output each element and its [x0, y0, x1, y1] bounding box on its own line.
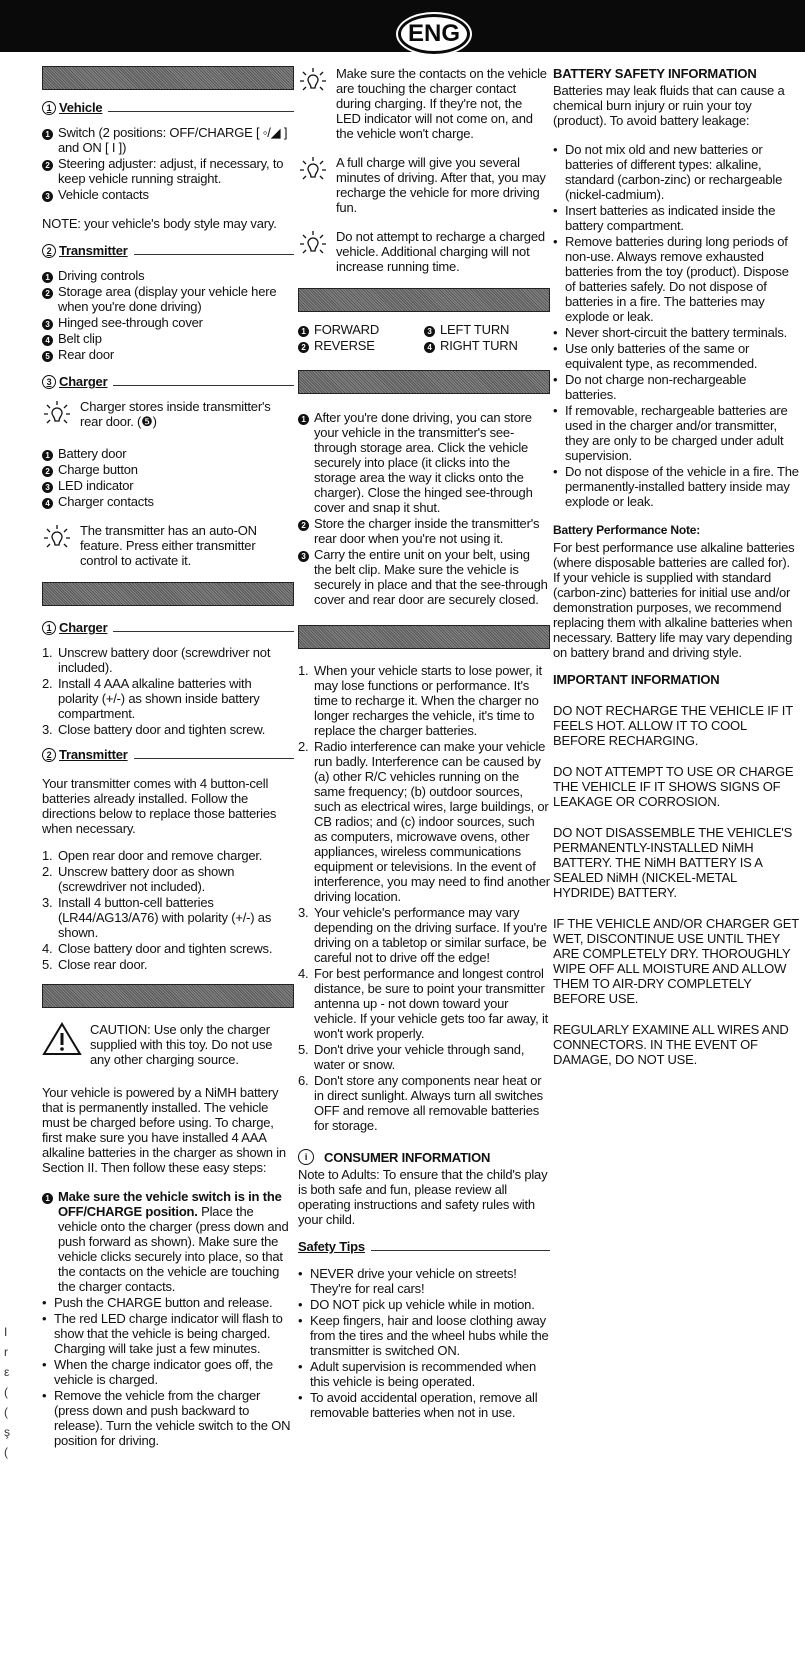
section-header-bar: [42, 582, 294, 606]
list-item: 2 Steering adjuster: adjust, if necessary, to keep vehicle running straight.: [42, 156, 294, 186]
list-item: 5. Don't drive your vehicle through sand, water or snow.: [298, 1042, 525, 1072]
column-middle: [298, 66, 550, 1421]
list-item: 2 Storage area (display your vehicle here when you're done driving): [42, 284, 294, 314]
list-item: • Adult supervision is recommended when this vehicle is being operated.: [298, 1359, 536, 1389]
lightbulb-icon: [42, 399, 80, 432]
important-paragraph: DO NOT DISASSEMBLE THE VEHICLE'S PERMANENTLY-INSTALLED NiMH BATTERY. THE NiMH BATTERY IS A SEALED NiMH (NICKEL-METAL HYDRIDE) BATTERY.: [553, 825, 793, 900]
edge-mark: I: [4, 1325, 8, 1339]
install-charger-heading: 1 Charger: [42, 620, 294, 635]
list-item: 2 Charge button: [42, 462, 294, 477]
important-paragraph: IF THE VEHICLE AND/OR CHARGER GET WET, DISCONTINUE USE UNTIL THEY ARE COMPLETELY DRY. THOROUGHLY WIPE OFF ALL MOISTURE AND ALLOW THEM TO AIR-DRY COMPLETELY BEFORE USE.: [553, 916, 799, 1006]
important-paragraph: REGULARLY EXAMINE ALL WIRES AND CONNECTORS. IN THE EVENT OF DAMAGE, DO NOT USE.: [553, 1022, 789, 1067]
list-item: • Keep fingers, hair and loose clothing away from the tires and the wheel hubs while the transmitter is switched ON.: [298, 1313, 549, 1358]
lightbulb-icon: [298, 229, 336, 274]
section-number-icon: 2: [42, 748, 56, 762]
transmitter-heading: 2 Transmitter: [42, 243, 294, 258]
consumer-text: Note to Adults: To ensure that the child's play is both safe and fun, please review all operating instructions and safety rules with your child.: [298, 1167, 548, 1227]
important-paragraph: DO NOT ATTEMPT TO USE OR CHARGE THE VEHICLE IF IT SHOWS SIGNS OF LEAKAGE OR CORROSION.: [553, 764, 794, 809]
list-item: 5 Rear door: [42, 347, 294, 362]
list-item: 4 Belt clip: [42, 331, 294, 346]
auto-on-tip-text: The transmitter has an auto-ON feature. Press either transmitter control to activate it.: [80, 523, 257, 568]
caution-block: [42, 1022, 294, 1067]
list-item: • The red LED charge indicator will flash to show that the vehicle is being charged. Charging will take just a few minutes.: [42, 1311, 283, 1356]
list-item: 4. Close battery door and tighten screws.: [42, 941, 273, 956]
lightbulb-icon: [42, 523, 80, 568]
list-item: • Use only batteries of the same or equivalent type, as recommended.: [553, 341, 758, 371]
list-item: 2. Radio interference can make your vehicle run badly. Interference can be caused by (a) other R/C vehicles running on the same frequency; (b) outdoor sources, such as electrical wires, large buildings, or CB radios; and (c) indoor sources, such as computers, microwave ovens, other appliances, wireless communications equipment or televisions. In the event of interference, you may need to find another driving location.: [298, 739, 550, 904]
battery-performance-title: Battery Performance Note:: [553, 523, 701, 537]
control-item: 2 REVERSE: [298, 338, 424, 353]
important-paragraph: DO NOT RECHARGE THE VEHICLE IF IT FEELS HOT. ALLOW IT TO COOL BEFORE RECHARGING.: [553, 703, 793, 748]
info-icon: i: [298, 1149, 314, 1165]
edge-mark: (: [4, 1405, 8, 1419]
list-item: 3. Close battery door and tighten screw.: [42, 722, 266, 737]
column-right: [553, 66, 799, 1083]
list-item: • DO NOT pick up vehicle while in motion.: [298, 1297, 535, 1312]
tip-block: A full charge will give you several minutes of driving. After that, you may recharge the vehicle for more driving fun.: [298, 155, 550, 215]
section-number-icon: 2: [42, 244, 56, 258]
list-item: • When the charge indicator goes off, the vehicle is charged.: [42, 1357, 273, 1387]
list-item: • To avoid accidental operation, remove all removable batteries when not in use.: [298, 1390, 538, 1420]
header-bar: [0, 0, 805, 52]
section-header-bar: [298, 288, 550, 312]
vehicle-note: NOTE: your vehicle's body style may vary.: [42, 216, 277, 231]
list-item: • Insert batteries as indicated inside the battery compartment.: [553, 203, 776, 233]
edge-marks: [4, 1322, 12, 1462]
section-number-icon: 1: [42, 101, 56, 115]
charger-heading: 3 Charger: [42, 374, 294, 389]
list-item: • Do not dispose of the vehicle in a fire. The permanently-installed battery inside may explode or leak.: [553, 464, 799, 509]
tip-block: Do not attempt to recharge a charged vehicle. Additional charging will not increase running time.: [298, 229, 550, 274]
column-left: [42, 66, 294, 1449]
list-item: • Do not mix old and new batteries or batteries of different types: alkaline, standard (carbon-zinc) or rechargeable (nickel-cadmium).: [553, 142, 783, 202]
section-header-bar: [298, 625, 550, 649]
controls-grid: [298, 322, 550, 354]
list-item: • Push the CHARGE button and release.: [42, 1295, 273, 1310]
tip-block: Make sure the contacts on the vehicle are touching the charger contact during charging. If they're not, the LED indicator will not come on, and the vehicle won't charge.: [298, 66, 550, 141]
tip-block: [42, 523, 294, 568]
warning-triangle-icon: [42, 1022, 90, 1067]
vehicle-title: Vehicle: [59, 100, 103, 115]
list-item: • NEVER drive your vehicle on streets! They're for real cars!: [298, 1266, 517, 1296]
list-item: 1. When your vehicle starts to lose power, it may lose functions or performance. It's time to recharge it. When the charger no longer recharges the vehicle, it's time to replace the charger batteries.: [298, 663, 542, 738]
list-item: 5. Close rear door.: [42, 957, 148, 972]
list-item: 2. Unscrew battery door as shown (screwdriver not included).: [42, 864, 235, 894]
list-item: 3 LED indicator: [42, 478, 294, 493]
edge-mark: r: [4, 1345, 8, 1359]
battery-safety-title: BATTERY SAFETY INFORMATION: [553, 66, 757, 81]
list-item: 2. Install 4 AAA alkaline batteries with polarity (+/-) as shown inside battery compartment.: [42, 676, 260, 721]
list-item: 1 Switch (2 positions: OFF/CHARGE [ ◦/◢ ] and ON [ I ]): [42, 125, 294, 155]
list-item: • Do not charge non-rechargeable batteries.: [553, 372, 747, 402]
vehicle-heading: [42, 100, 294, 115]
list-item: 4. For best performance and longest control distance, be sure to point your transmitter antenna up - not down toward your vehicle. If your vehicle gets too far away, it won't work properly.: [298, 966, 549, 1041]
list-item: • If removable, rechargeable batteries are used in the charger and/or transmitter, they are only to be charged under adult supervision.: [553, 403, 788, 463]
section-number-icon: 3: [42, 375, 56, 389]
lightbulb-icon: [298, 66, 336, 141]
section-number-icon: 1: [42, 621, 56, 635]
edge-mark: (: [4, 1445, 8, 1459]
edge-mark: ε: [4, 1365, 10, 1379]
list-item: 1 Driving controls: [42, 268, 294, 283]
list-item: 3. Install 4 button-cell batteries (LR44/AG13/A76) with polarity (+/-) as shown.: [42, 895, 272, 940]
list-item: 3 Carry the entire unit on your belt, using the belt clip. Make sure the vehicle is securely in place and that the see-through cover and rear door are securely closed.: [298, 547, 550, 607]
charger-tip-text: Charger stores inside transmitter's rear door. (❺): [80, 399, 271, 429]
important-info-title: IMPORTANT INFORMATION: [553, 672, 720, 687]
tip-block: [42, 399, 294, 432]
battery-performance-text: For best performance use alkaline batteries (where disposable batteries are called for). If your vehicle is supplied with standard (carbon-zinc) batteries for initial use and/or demonstration purposes, we recommend replacing them with alkaline batteries when necessary. Battery life may vary depending on battery brand and driving style.: [553, 540, 795, 660]
lightbulb-icon: [298, 155, 336, 215]
section-header-bar: [42, 66, 294, 90]
edge-mark: (: [4, 1385, 8, 1399]
safety-tips-heading: Safety Tips: [298, 1239, 550, 1254]
list-item: • Never short-circuit the battery terminals.: [553, 325, 788, 340]
list-item: • Remove the vehicle from the charger (press down and push backward to release). Turn the vehicle switch to the ON position for driving.: [42, 1388, 291, 1448]
list-item: 1. Open rear door and remove charger.: [42, 848, 263, 863]
section-header-bar: [298, 370, 550, 394]
list-item: 3 Vehicle contacts: [42, 187, 294, 202]
list-item: 1 After you're done driving, you can store your vehicle in the transmitter's see-through storage area. Click the vehicle securely into place (it clicks into the storage area the way it clicks onto the charger). Close the hinged see-through cover and snap it shut.: [298, 410, 550, 515]
list-item: 3 Hinged see-through cover: [42, 315, 294, 330]
list-item: 1 Battery door: [42, 446, 294, 461]
charge-intro: Your vehicle is powered by a NiMH battery that is permanently installed. The vehicle must be charged before using. To charge, first make sure you have installed 4 AAA alkaline batteries in the charger as shown in Section II. Then follow these easy steps:: [42, 1085, 286, 1175]
list-item: 1. Unscrew battery door (screwdriver not included).: [42, 645, 271, 675]
list-item: • Remove batteries during long periods of non-use. Always remove exhausted batteries from the toy (product). Dispose of batteries safely. Do not dispose of batteries in a fire. The batteries may explode or leak.: [553, 234, 789, 324]
control-item: 1 FORWARD: [298, 322, 424, 337]
battery-intro: Batteries may leak fluids that can cause a chemical burn injury or ruin your toy (product). To avoid battery leakage:: [553, 83, 785, 128]
list-item: 6. Don't store any components near heat or in direct sunlight. Always turn all switches OFF and remove all removable batteries for storage.: [298, 1073, 543, 1133]
caution-text: CAUTION: Use only the charger supplied with this toy. Do not use any other charging source.: [90, 1022, 273, 1067]
control-item: 3 LEFT TURN: [424, 322, 550, 337]
transmitter-intro: Your transmitter comes with 4 button-cell batteries already installed. Follow the directions below to replace those batteries when necessary.: [42, 776, 277, 836]
consumer-info-heading: i CONSUMER INFORMATION: [298, 1149, 550, 1165]
install-transmitter-heading: 2 Transmitter: [42, 747, 294, 762]
section-header-bar: [42, 984, 294, 1008]
list-item: 3. Your vehicle's performance may vary depending on the driving surface. If you're driving on a tabletop or similar surface, be careful not to drive off the edge!: [298, 905, 548, 965]
list-item: 4 Charger contacts: [42, 494, 294, 509]
list-item: 1 Make sure the vehicle switch is in the OFF/CHARGE position. Place the vehicle onto the charger (press down and push forward as shown). Make sure the vehicle clicks securely into place, so that the contacts on the vehicle are touching the charger contacts.: [42, 1189, 294, 1294]
list-item: 2 Store the charger inside the transmitter's rear door when you're not using it.: [298, 516, 550, 546]
control-item: 4 RIGHT TURN: [424, 338, 550, 353]
edge-mark: ş: [4, 1425, 10, 1439]
language-badge: ENG: [398, 14, 470, 54]
